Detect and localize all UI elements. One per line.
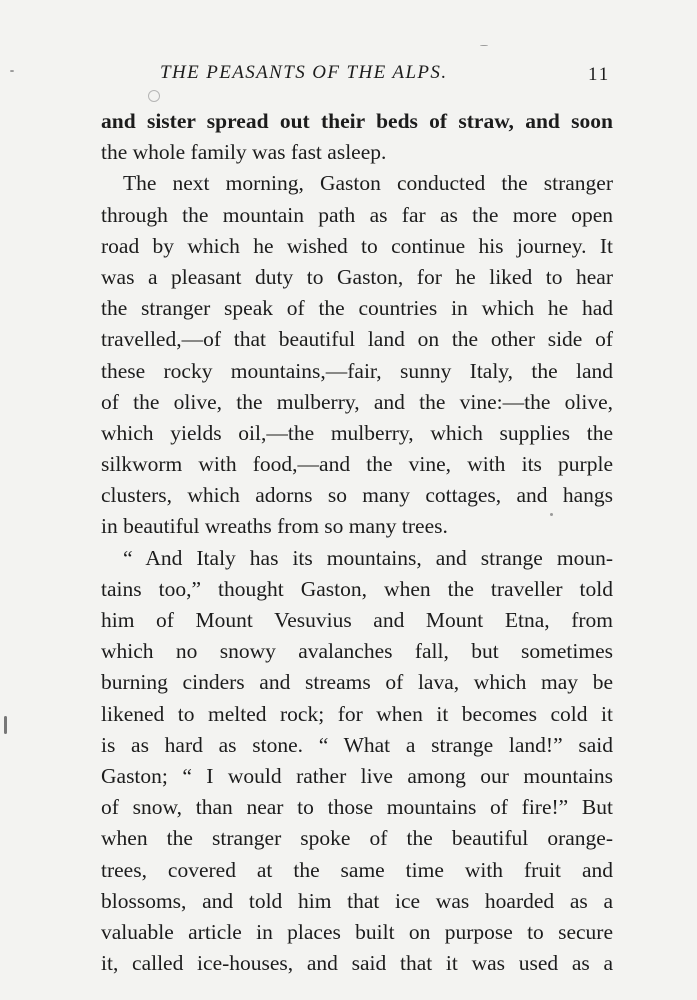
text-line: The next morning, Gaston conducted the stranger — [123, 171, 613, 196]
paper-speck — [10, 70, 14, 72]
text-line: valuable article in places built on purpose to secure — [101, 919, 613, 944]
text-line: Gaston; “ I would rather live among our mountains — [101, 763, 613, 788]
text-line: through the mountain path as far as the more open — [101, 202, 613, 227]
text-line: in beautiful wreaths from so many trees. — [101, 514, 448, 539]
text-line: blossoms, and told him that ice was hoarded as a — [101, 888, 613, 913]
text-line: the stranger speak of the countries in which he had — [101, 296, 613, 321]
page-number: 11 — [588, 64, 611, 85]
paper-speck — [480, 45, 488, 46]
running-title: THE PEASANTS OF THE ALPS. — [160, 62, 448, 83]
text-line: which yields oil,—the mulberry, which supplies the — [101, 420, 613, 445]
paper-speck — [550, 513, 553, 516]
text-line: is as hard as stone. “ What a strange land!” said — [101, 732, 613, 757]
text-line: which no snowy avalanches fall, but sometimes — [101, 639, 613, 664]
text-line: trees, covered at the same time with fruit and — [101, 857, 613, 882]
text-line: “ And Italy has its mountains, and strange moun- — [123, 545, 613, 570]
body-text — [101, 106, 613, 979]
text-line: the whole family was fast asleep. — [101, 140, 387, 165]
text-line: when the stranger spoke of the beautiful orange- — [101, 826, 613, 851]
text-line: of snow, than near to those mountains of fire!” But — [101, 795, 613, 820]
text-line: him of Mount Vesuvius and Mount Etna, from — [101, 608, 613, 632]
text-line: tains too,” thought Gaston, when the traveller told — [101, 576, 613, 601]
text-line: likened to melted rock; for when it becomes cold it — [101, 701, 613, 726]
text-line: these rocky mountains,—fair, sunny Italy, the land — [101, 358, 613, 383]
paper-speck — [4, 716, 7, 734]
text-line: was a pleasant duty to Gaston, for he liked to hear — [101, 264, 613, 289]
text-line: travelled,—of that beautiful land on the other side of — [101, 327, 613, 352]
text-line: of the olive, the mulberry, and the vine:—the olive, — [101, 389, 613, 414]
paper-speck — [148, 90, 160, 102]
text-line: clusters, which adorns so many cottages, and hangs — [101, 483, 613, 508]
text-line: it, called ice-houses, and said that it was used as a — [101, 951, 613, 976]
text-line: burning cinders and streams of lava, which may be — [101, 670, 613, 695]
text-line: road by which he wished to continue his journey. It — [101, 233, 613, 258]
text-line: and sister spread out their beds of straw, and soon — [101, 109, 613, 133]
text-line: silkworm with food,—and the vine, with its purple — [101, 452, 613, 477]
